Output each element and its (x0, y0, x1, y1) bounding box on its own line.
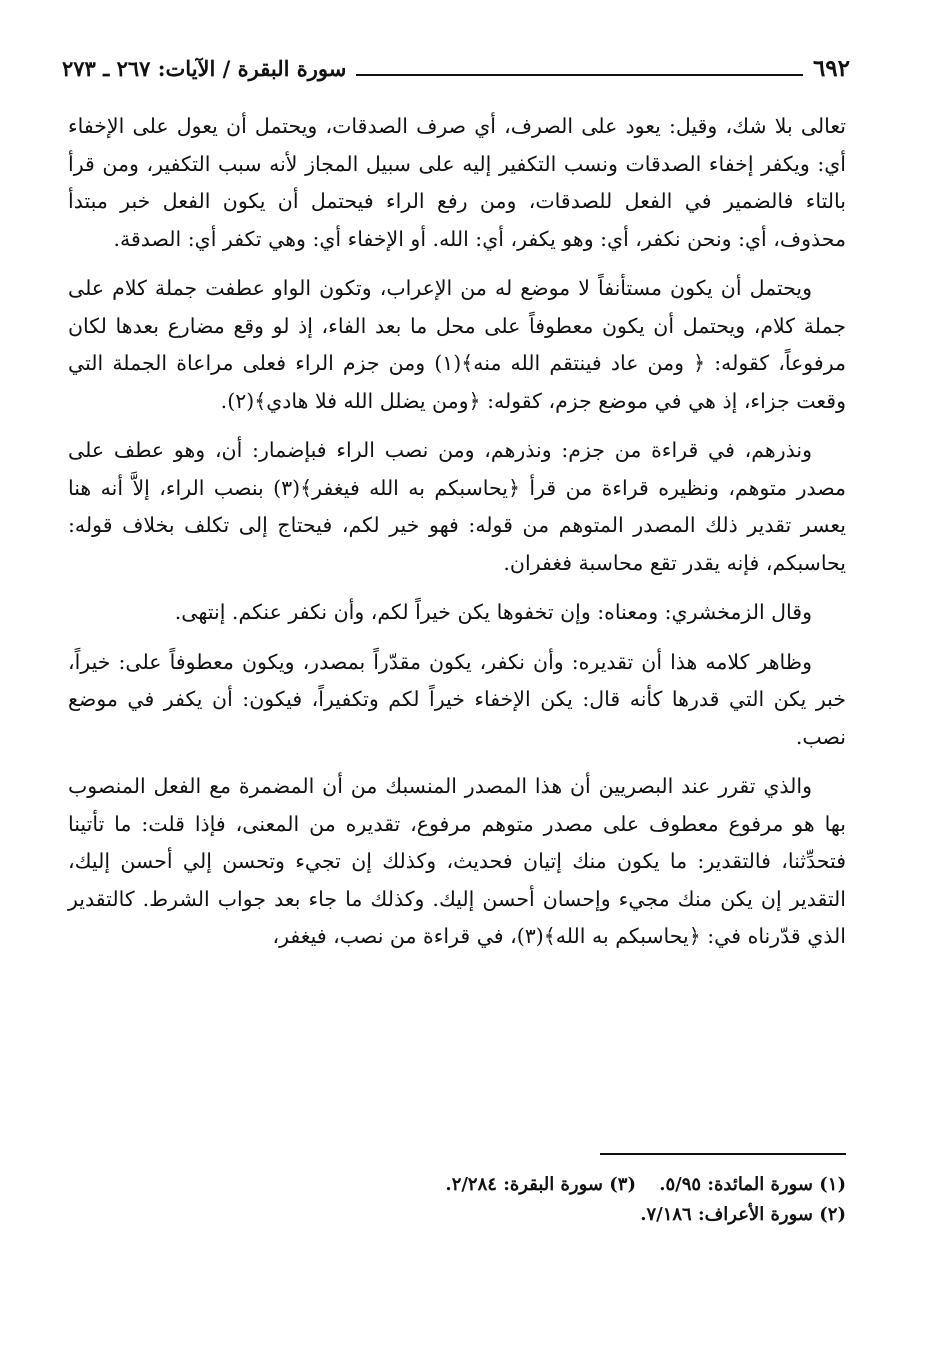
paragraph: والذي تقرر عند البصريين أن هذا المصدر المنسبك من أن المضمرة مع الفعل المنصوب بها هو مرفوع معطوف على مصدر متوهم مرفوع، تقديره من المعنى، فإذا قلت: ما تأتينا فتحدِّثنا، فالتقدير: ما يكون منك إتيان فحديث، وكذلك إن تجيء وتحسن إلي أحسن إليك، التقدير إن يكن منك مجيء وإحسان أحسن إليك. وكذلك ما جاء بعد جواب الشرط. كالتقدير الذي قدّرناه في: ﴿يحاسبكم به الله﴾(٣)، في قراءة من نصب، فيغفر، (68, 774, 846, 948)
footnote-1: (١) سورة المائدة: ٥/٩٥. (659, 1174, 846, 1195)
header-rule (356, 74, 803, 76)
paragraph: ويحتمل أن يكون مستأنفاً لا موضع له من الإعراب، وتكون الواو عطفت جملة كلام على جملة كلام، ويحتمل أن يكون معطوفاً على محل ما بعد الفاء، إذ لو وقع مضارع بعدها لكان مرفوعاً، كقوله: ﴿ ومن عاد فينتقم الله منه﴾(١) ومن جزم الراء فعلى مراعاة الجملة التي وقعت جزاء، إذ هي في موضع جزم، كقوله: ﴿ومن يضلل الله فلا هادي﴾(٢). (68, 276, 846, 413)
paragraph: ونذرهم، في قراءة من جزم: ونذرهم، ومن نصب الراء فبإضمار: أن، وهو عطف على مصدر متوهم، ونظيره قراءة من قرأ ﴿يحاسبكم به الله فيغفر﴾(٣) بنصب الراء، إلاَّ أنه هنا يعسر تقدير ذلك المصدر المتوهم من قوله: فهو خير لكم، فيحتاج إلى تكلف بخلاف قوله: يحاسبكم، فإنه يقدر تقع محاسبة فغفران. (68, 438, 846, 575)
footnote-divider (600, 1153, 846, 1155)
footnote-row (68, 1200, 846, 1230)
footnote-row (68, 1170, 846, 1200)
footnotes (68, 1170, 846, 1230)
paragraph: تعالى بلا شك، وقيل: يعود على الصرف، أي صرف الصدقات، ويحتمل أن يعول على الإخفاء أي: ويكفر إخفاء الصدقات ونسب التكفير إليه على سبيل المجاز لأنه سبب التكفير، ومن قرأ بالتاء فالضمير في الفعل للصدقات، ومن رفع الراء فيحتمل أن يكون الفعل خبر مبتدأ محذوف، أي: ونحن نكفر، أي: وهو يكفر، أي: الله. أو الإخفاء أي: وهي تكفر أي: الصدقة. (68, 114, 846, 251)
running-title: سورة البقرة / الآيات: ٢٦٧ ـ ٢٧٣ (62, 56, 347, 81)
main-text (68, 108, 846, 968)
footnote-2: (٢) سورة الأعراف: ٧/١٨٦. (640, 1204, 846, 1225)
page-number: ٦٩٢ (812, 55, 850, 82)
footnote-3: (٣) سورة البقرة: ٢/٢٨٤. (445, 1174, 636, 1195)
page-header (62, 50, 850, 84)
paragraph: وظاهر كلامه هذا أن تقديره: وأن نكفر، يكون مقدّراً بمصدر، ويكون معطوفاً على: خيراً، خبر يكن التي قدرها كأنه قال: يكن الإخفاء خيراً لكم وتكفيراً، فيكون: أن يكفر في موضع نصب. (68, 649, 846, 749)
paragraph: وقال الزمخشري: ومعناه: وإن تخفوها يكن خيراً لكم، وأن نكفر عنكم. إنتهى. (174, 600, 812, 624)
